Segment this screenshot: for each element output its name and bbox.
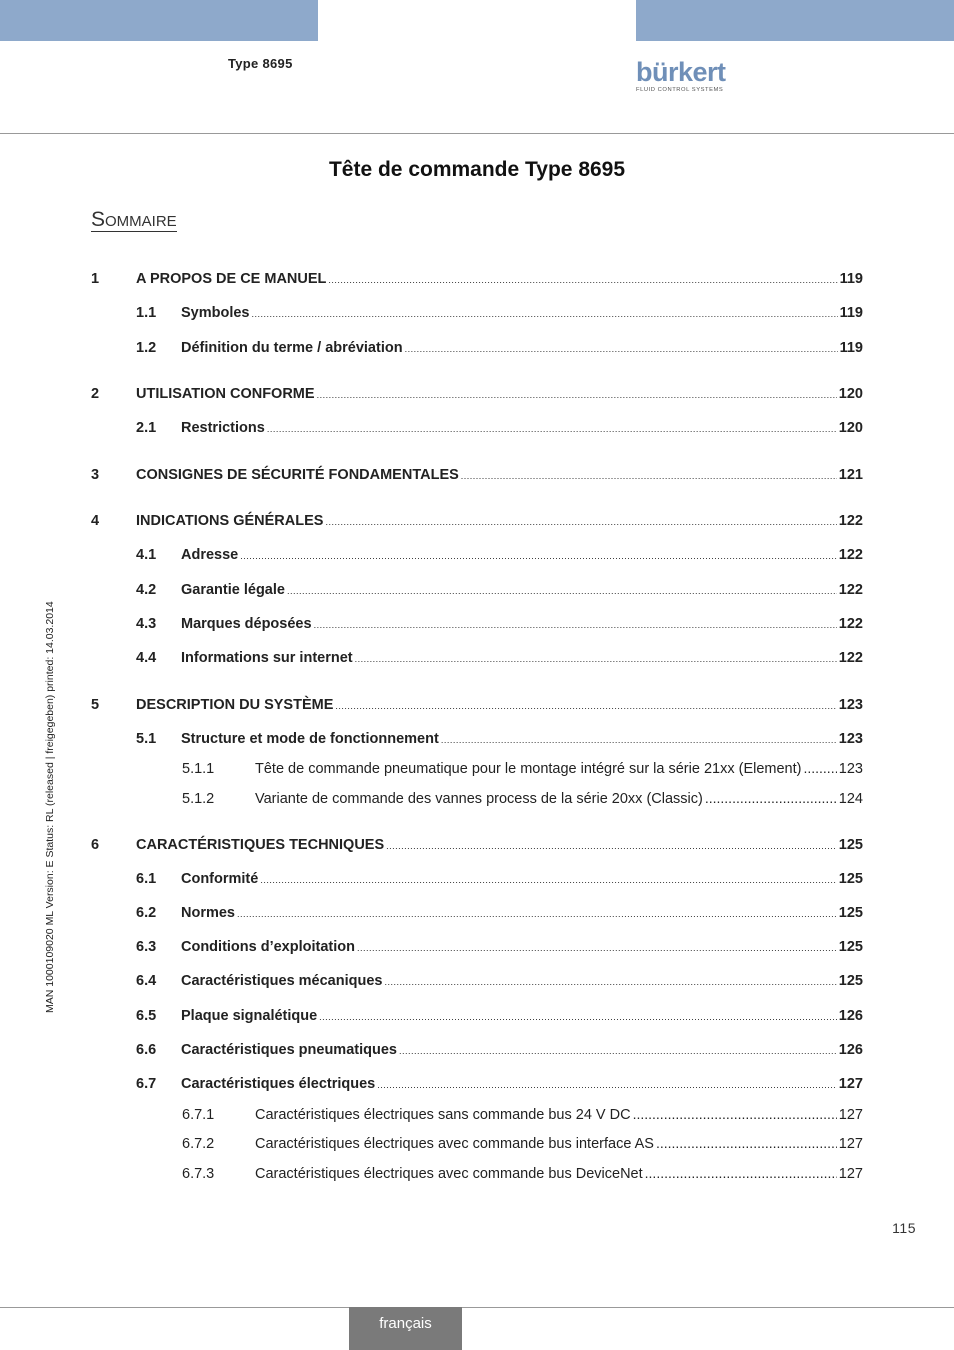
toc-entry-number: 6.6 xyxy=(136,1042,157,1058)
toc-entry[interactable] xyxy=(91,1042,863,1062)
document-status-note: MAN 1000109020 ML Version: E Status: RL (released | freigegeben) printed: 14.03.2014 xyxy=(44,601,56,1013)
toc-entry-title[interactable]: Caractéristiques pneumatiques xyxy=(181,1042,397,1058)
toc-entry-number: 4.1 xyxy=(136,547,157,563)
toc-entry-page: 125 xyxy=(838,973,863,989)
toc-entry-title[interactable]: Tête de commande pneumatique pour le montage intégré sur la série 21xx (Element) xyxy=(255,761,802,777)
toc-entry[interactable] xyxy=(91,467,863,487)
toc-entry-page: 119 xyxy=(839,305,863,321)
logo-wordmark: bürkert xyxy=(636,57,726,87)
toc-leader-dots xyxy=(328,275,837,285)
toc-entry-page: 120 xyxy=(838,386,863,402)
toc-entry-number: 2.1 xyxy=(136,420,157,436)
toc-leader-dots xyxy=(267,424,837,434)
toc-entry[interactable] xyxy=(91,871,863,891)
toc-entry-page: 122 xyxy=(838,650,863,666)
toc-entry-number: 6.3 xyxy=(136,939,157,955)
toc-entry-title[interactable]: A PROPOS DE CE MANUEL xyxy=(136,271,327,287)
toc-entry[interactable] xyxy=(91,386,863,406)
toc-entry-number: 5.1.1 xyxy=(182,761,215,777)
toc-entry-title[interactable]: Normes xyxy=(181,905,235,921)
toc-entry-number: 6.5 xyxy=(136,1008,157,1024)
toc-leader-dots xyxy=(645,1165,837,1181)
toc-leader-dots xyxy=(633,1106,837,1122)
toc-entry-title[interactable]: Caractéristiques électriques avec commande bus DeviceNet xyxy=(255,1166,643,1182)
toc-entry[interactable] xyxy=(91,697,863,717)
toc-entry[interactable] xyxy=(91,731,863,751)
toc-entry[interactable] xyxy=(91,905,863,925)
toc-entry[interactable] xyxy=(91,973,863,993)
toc-entry[interactable] xyxy=(91,271,863,291)
toc-entry-title[interactable]: Structure et mode de fonctionnement xyxy=(181,731,439,747)
toc-leader-dots xyxy=(405,344,838,354)
toc-entry[interactable] xyxy=(91,1008,863,1028)
document-type-label: Type 8695 xyxy=(228,56,293,71)
toc-leader-dots xyxy=(399,1046,837,1056)
toc-entry-number: 1.2 xyxy=(136,340,157,356)
toc-entry-number: 6.4 xyxy=(136,973,157,989)
toc-entry-title[interactable]: CARACTÉRISTIQUES TECHNIQUES xyxy=(136,837,385,853)
toc-leader-dots xyxy=(803,760,836,776)
toc-entry[interactable] xyxy=(91,616,863,636)
toc-entry-number: 5.1.2 xyxy=(182,791,215,807)
toc-entry-title[interactable]: Adresse xyxy=(181,547,239,563)
toc-entry[interactable] xyxy=(91,1165,863,1185)
toc-entry-title[interactable]: UTILISATION CONFORME xyxy=(136,386,315,402)
toc-entry-number: 6.7.2 xyxy=(182,1136,215,1152)
toc-leader-dots xyxy=(357,943,837,953)
toc-entry-number: 1 xyxy=(91,271,100,287)
toc-entry-page: 120 xyxy=(838,420,863,436)
toc-entry-number: 3 xyxy=(91,467,100,483)
toc-entry-page: 125 xyxy=(838,905,863,921)
toc-leader-dots xyxy=(355,654,837,664)
toc-entry[interactable] xyxy=(91,650,863,670)
toc-leader-dots xyxy=(317,390,837,400)
toc-entry-page: 119 xyxy=(839,271,863,287)
toc-entry[interactable] xyxy=(91,837,863,857)
toc-leader-dots xyxy=(461,471,837,481)
toc-entry-page: 122 xyxy=(838,547,863,563)
toc-entry-title[interactable]: Garantie légale xyxy=(181,582,285,598)
toc-entry-title[interactable]: Plaque signalétique xyxy=(181,1008,318,1024)
toc-entry-number: 4 xyxy=(91,513,100,529)
toc-entry-page: 127 xyxy=(838,1136,863,1152)
page-number: 115 xyxy=(892,1220,916,1236)
toc-leader-dots xyxy=(656,1135,837,1151)
toc-entry-page: 125 xyxy=(838,939,863,955)
toc-entry-title[interactable]: Conditions d’exploitation xyxy=(181,939,355,955)
toc-entry-page: 127 xyxy=(838,1107,863,1123)
toc-entry-page: 125 xyxy=(838,871,863,887)
toc-entry-title[interactable]: Variante de commande des vannes process de la série 20xx (Classic) xyxy=(255,791,703,807)
toc-leader-dots xyxy=(384,977,836,987)
toc-entry-page: 122 xyxy=(838,616,863,632)
toc-entry-page: 126 xyxy=(838,1042,863,1058)
toc-entry[interactable] xyxy=(91,420,863,440)
toc-leader-dots xyxy=(377,1080,837,1090)
toc-leader-dots xyxy=(314,620,837,630)
toc-entry-title[interactable]: DESCRIPTION DU SYSTÈME xyxy=(136,697,334,713)
toc-entry-number: 6.7.1 xyxy=(182,1107,215,1123)
toc-entry[interactable] xyxy=(91,305,863,325)
toc-leader-dots xyxy=(260,875,836,885)
toc-entry-title[interactable]: Caractéristiques électriques avec commande bus interface AS xyxy=(255,1136,654,1152)
toc-entry[interactable] xyxy=(91,939,863,959)
toc-entry[interactable] xyxy=(91,790,863,810)
toc-entry-title[interactable]: Marques déposées xyxy=(181,616,312,632)
footer-divider xyxy=(0,1307,954,1308)
toc-entry[interactable] xyxy=(91,760,863,780)
toc-entry[interactable] xyxy=(91,513,863,533)
toc-entry-number: 2 xyxy=(91,386,100,402)
toc-leader-dots xyxy=(319,1012,837,1022)
toc-entry-number: 6.7 xyxy=(136,1076,157,1092)
toc-entry-page: 123 xyxy=(838,731,863,747)
toc-entry-number: 6.7.3 xyxy=(182,1166,215,1182)
toc-leader-dots xyxy=(335,701,836,711)
toc-entry[interactable] xyxy=(91,1076,863,1096)
toc-entry-number: 4.3 xyxy=(136,616,157,632)
toc-entry[interactable] xyxy=(91,1106,863,1126)
toc-entry-number: 4.4 xyxy=(136,650,157,666)
toc-leader-dots xyxy=(240,551,837,561)
toc-entry-page: 119 xyxy=(839,340,863,356)
toc-entry[interactable] xyxy=(91,582,863,602)
toc-entry-title[interactable]: CONSIGNES DE SÉCURITÉ FONDAMENTALES xyxy=(136,467,459,483)
toc-entry-number: 1.1 xyxy=(136,305,157,321)
toc-entry[interactable] xyxy=(91,1135,863,1155)
toc-leader-dots xyxy=(386,841,837,851)
toc-entry-page: 124 xyxy=(838,791,863,807)
toc-entry-page: 125 xyxy=(838,837,863,853)
toc-leader-dots xyxy=(705,790,837,806)
toc-entry-title[interactable]: Caractéristiques électriques xyxy=(181,1076,376,1092)
toc-entry-title[interactable]: Caractéristiques électriques sans commande bus 24 V DC xyxy=(255,1107,631,1123)
toc-entry-number: 6.2 xyxy=(136,905,157,921)
toc-leader-dots xyxy=(441,735,837,745)
toc-entry-page: 122 xyxy=(838,513,863,529)
toc-entry-title[interactable]: Définition du terme / abréviation xyxy=(181,340,403,356)
toc-entry-title[interactable]: Conformité xyxy=(181,871,259,887)
toc-entry-title[interactable]: Restrictions xyxy=(181,420,265,436)
logo-tagline: FLUID CONTROL SYSTEMS xyxy=(636,87,724,93)
toc-entry-page: 123 xyxy=(838,761,863,777)
toc-entry-page: 123 xyxy=(838,697,863,713)
toc-entry-number: 6.1 xyxy=(136,871,157,887)
toc-entry-title[interactable]: INDICATIONS GÉNÉRALES xyxy=(136,513,324,529)
toc-leader-dots xyxy=(325,517,836,527)
toc-entry-page: 121 xyxy=(838,467,863,483)
toc-entry-number: 4.2 xyxy=(136,582,157,598)
toc-entry-title[interactable]: Informations sur internet xyxy=(181,650,353,666)
toc-entry-title[interactable]: Symboles xyxy=(181,305,250,321)
toc-entry[interactable] xyxy=(91,340,863,360)
toc-entry-page: 127 xyxy=(838,1166,863,1182)
toc-heading: Sommaire xyxy=(91,208,177,231)
toc-entry-page: 122 xyxy=(838,582,863,598)
table-of-contents xyxy=(91,0,863,1200)
toc-entry-number: 6 xyxy=(91,837,100,853)
toc-leader-dots xyxy=(287,586,837,596)
toc-leader-dots xyxy=(252,309,838,319)
toc-entry-number: 5 xyxy=(91,697,100,713)
page-title: Tête de commande Type 8695 xyxy=(328,158,626,181)
toc-entry-page: 127 xyxy=(838,1076,863,1092)
toc-entry-page: 126 xyxy=(838,1008,863,1024)
toc-entry-title[interactable]: Caractéristiques mécaniques xyxy=(181,973,383,989)
toc-entry-number: 5.1 xyxy=(136,731,157,747)
language-tab[interactable]: français xyxy=(349,1307,462,1350)
toc-entry[interactable] xyxy=(91,547,863,567)
toc-leader-dots xyxy=(237,909,837,919)
